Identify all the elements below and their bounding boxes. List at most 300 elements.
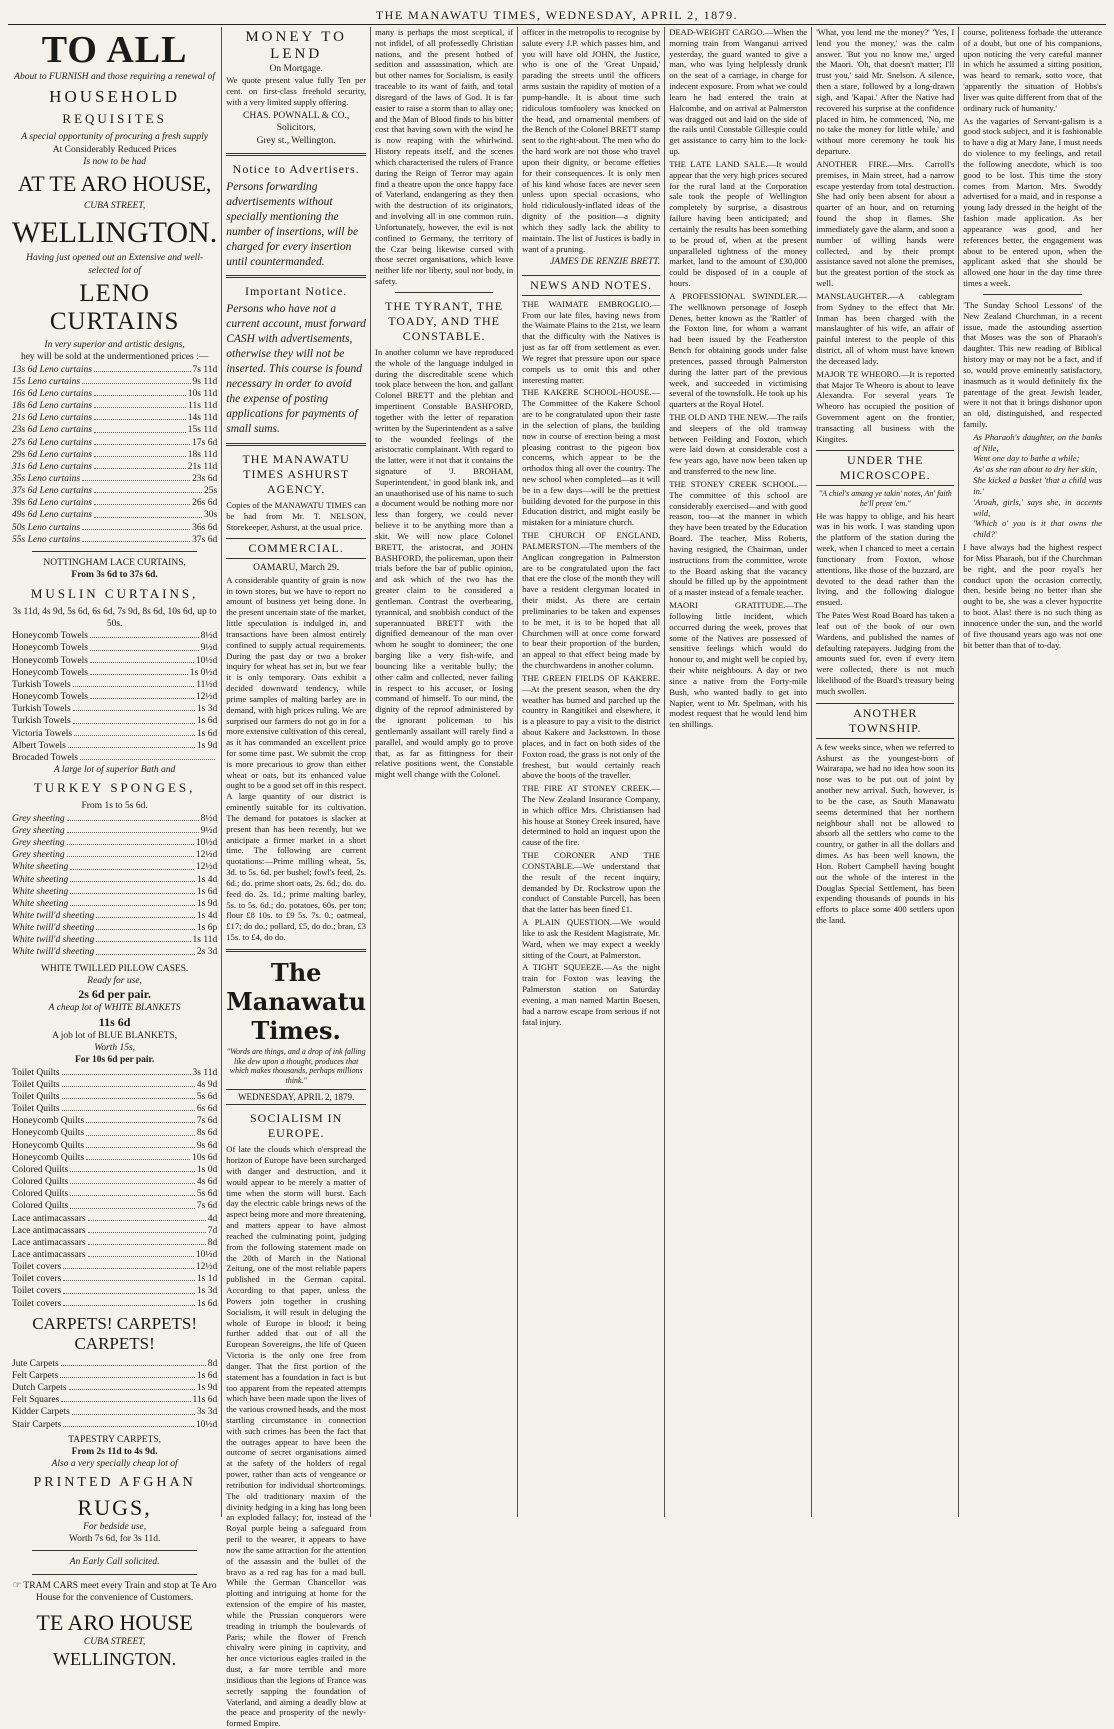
price-value: 12½d	[195, 1262, 218, 1273]
news-paragraph: THE LATE LAND SALE.—It would appear that the very high prices secured for the rural land at the Corporation sale took the people of Wellington completely by surprise, a disastrous failure having been anticipated; and certainly the results has been something to be proud of, when at the present unparalleled tightness of the money market, land to the amount of £30,000 could be disposed of in a couple of hours.	[669, 158, 808, 289]
price-item-label: White twill'd sheeting	[12, 947, 95, 958]
quilt-price-list	[12, 1067, 217, 1310]
paper-date: WEDNESDAY, APRIL 2, 1879.	[226, 1089, 366, 1105]
divider	[226, 949, 366, 952]
sheeting-price-row	[12, 813, 217, 825]
notice-text: Persons who have not a current account, must forward CASH with advertisements, otherwise they will not be inserted. This course is found necessary in order to avoid the expense of posting applications for payments of small sums.	[226, 303, 366, 435]
price-value: 3s 11d	[192, 1067, 218, 1078]
commercial-date: OAMARU, March 29.	[253, 563, 340, 574]
quilt-price-row	[12, 1140, 217, 1152]
price-value: 1s 6d	[196, 716, 218, 727]
dot-leader	[86, 1152, 190, 1160]
price-value: 21s 11d	[187, 461, 218, 472]
price-value: 9s 6d	[196, 1140, 218, 1151]
dot-leader	[63, 1285, 195, 1293]
curtain-price-row	[12, 461, 217, 473]
price-value: 1s 0½d	[189, 667, 218, 678]
verse-line: Went one day to bathe a while;	[973, 453, 1080, 464]
dot-leader	[70, 886, 195, 894]
dot-leader	[96, 910, 195, 918]
price-item-label: 21s 6d Leno curtains	[12, 413, 92, 424]
dot-leader	[94, 497, 190, 505]
price-value: 10s 6d	[192, 1152, 218, 1163]
township-heading: ANOTHER TOWNSHIP.	[816, 703, 954, 739]
price-value: 1s 0d	[196, 1164, 218, 1175]
divider	[983, 294, 1082, 295]
dot-leader	[73, 703, 195, 711]
quilt-price-row	[12, 1213, 217, 1225]
sheeting-price-row	[12, 934, 217, 946]
price-item-label: 31s 6d Leno curtains	[12, 461, 92, 472]
dot-leader	[70, 898, 195, 906]
price-value: 1s 1d	[196, 1274, 218, 1285]
divider	[32, 1550, 197, 1551]
carpet-price-row	[12, 1358, 217, 1370]
price-item-label: Felt Squares	[12, 1395, 60, 1406]
dot-leader	[82, 473, 190, 481]
column-7	[959, 27, 1106, 1517]
advertisers-heading: Notice to Advertisers.	[232, 161, 360, 176]
dot-leader	[90, 667, 188, 675]
column-6	[812, 27, 959, 1517]
sheeting-price-row	[12, 886, 217, 898]
price-item-label: Toilet covers	[12, 1274, 62, 1285]
quilt-price-row	[12, 1200, 217, 1212]
news-paragraph: THE CORONER AND THE CONSTABLE.—We understand that the result of the recent inquiry, demanded by Dr. Rockstrow upon the conduct of Constable Purcell, has been that the latter has been fined £1.	[522, 850, 661, 915]
price-item-label: White sheeting	[12, 898, 69, 909]
carpet-price-row	[12, 1419, 217, 1431]
dot-leader	[86, 1140, 195, 1148]
towel-price-row	[12, 667, 217, 679]
towel-price-row	[12, 752, 217, 764]
ad-early: An Early Call solicited.	[69, 1557, 160, 1568]
money-heading: MONEY TO LEND	[245, 29, 347, 62]
ad-tagline: About to FURNISH and those requiring a renewal of	[14, 72, 216, 82]
ad-tram: ☞ TRAM CARS meet every Train and stop at Te Aro House for the convenience of Customers.	[12, 1580, 217, 1604]
price-item-label: Toilet Quilts	[12, 1104, 60, 1115]
ad-tagline-2: A special opportunity of procuring a fresh supply	[21, 132, 208, 143]
dot-leader	[88, 1249, 194, 1257]
road-board-text: The Pates West Road Board has taken a leaf out of the book of our own Wardens, and published the names of defaulting ratepayers. Judging from the amounts sued for, even if every item were collected, there is not much likelihood of the Board's treasury being much swollen.	[816, 610, 955, 696]
money-text: We quote present value fully Ten per cent. on first-class freehold security, with a very limited supply offering.	[226, 75, 367, 107]
dot-leader	[60, 1370, 195, 1378]
ad-blue-tag: A job lot of BLUE BLANKETS,	[52, 1030, 178, 1041]
township-text: A few weeks since, when we referred to Ashurst as the youngest-born of Wairarapa, we had no idea how soon its nose was to be put out of joint by another new arrival. Such, however, is to be the case, as South Manawatu seems determined that her northern neighbour shall not be allowed to absorb all the settlers who come to the country, or gather in all the dollars and dimes. As has been well known, the Hon. Robert Campbell having bought out the whole of the interest in the Douglas Special Settlement, has been expending thousands of pounds in his efforts to place some 400 settlers upon the land.	[816, 741, 955, 925]
quilt-price-row	[12, 1298, 217, 1310]
sheeting-price-row	[12, 910, 217, 922]
money-firm-3: Grey st., Wellington.	[256, 135, 336, 146]
price-item-label: Albert Towels	[12, 740, 66, 751]
ad-tagline-4: In very superior and artistic designs,	[44, 339, 185, 350]
sheeting-price-row	[12, 922, 217, 934]
editorial-text: Of late the clouds which o'erspread the horizon of Europe have been surcharged with danger and destruction, and it would appear to be merely a matter of time when the storm will burst. Each day the electric cable brings news of the aspect being more and more threatening, and matters appear to have almost reached the culminating point, judging from the following statement made on the 20th of March in the National Zeitung, one of the most reliable papers published in the German capital. According to that paper, unless the Powers join together in crushing Socialism, it will result in deluging the whole of Europe in blood; it being further added that out of all the European Sovereigns, the life of Queen Victoria is the only one free from danger. That the first portion of the statement has a foundation in fact is but too apparent from the repeated attempts which have been made upon the lives of the various crowned heads, and the most startling circumstance in connection with such crimes has been the fact that the outrages appear to have been the outcome of secret organisations aimed at the safety of the holders of regal power, rather than acts of vengeance or retribution for individual shortcomings. The old traditionary maxim of the divinity hedging in a king has long been an exploded fallacy; for, instead of the Royal purple being a safeguard from peril to the wearer, it appears to have now the same attraction for the attention of the assassin and the bullet of the bravo as a red rag has for a mad bull. While the German Chancellor was plotting and intriguing at home for the extension of the empire of his master, while the Prussian conquerors were treading in triumph the boulevards of Paris; while the flower of French chivalry were pining in captivity, and her once victorious eagles trailed in the dust, a far more terrible and more insidious than the legions of France was secretly sapping the foundation of Vaterland, and aiming a deadly blow at the peace and prosperity of the newly-formed Empire.	[226, 1144, 367, 1729]
dot-leader	[82, 522, 190, 530]
ad-street: CUBA STREET,	[83, 201, 146, 212]
tyrant-signature: JAMES DE RENZIE BRETT.	[550, 257, 661, 268]
dot-leader	[96, 922, 195, 930]
price-value: 8s 6d	[196, 1128, 218, 1139]
price-value: 9s 11d	[192, 376, 218, 387]
price-item-label: 13s 6d Leno curtains	[12, 364, 92, 375]
price-item-label: Honeycomb Towels	[12, 692, 88, 703]
price-item-label: Toilet Quilts	[12, 1067, 60, 1078]
price-value: 17s 6d	[192, 437, 218, 448]
price-item-label: Victoria Towels	[12, 728, 73, 739]
dot-leader	[82, 534, 190, 542]
news-paragraph: THE CHURCH OF ENGLAND, PALMERSTON.—The members of the Anglican congregation in Palmerston are to be congratulated upon the fact that ere the close of the month they will have a resident clergyman located in their midst. As there are certain preliminaries to be taken and expenses to be met, it is to be hoped that all Churchmen will at once come forward to bear their proportion of the burden, an appeal to that effect being made by the churchwardens in another column.	[522, 530, 661, 671]
dot-leader	[82, 376, 190, 384]
towel-price-row	[12, 642, 217, 654]
dot-leader	[90, 655, 194, 663]
news-paragraph: THE STONEY CREEK SCHOOL.—The committee of this school are considerably exercised—and with good reason, too—at the manner in which they have been treated by the Education Board. The teacher, Miss Roberts, having resigned, the Chairman, under instructions from the committee, wrote to the Board asking that the vacancy should be filled up by the appointment of a master instead of a female teacher.	[669, 478, 808, 598]
ad-tapestry-price: From 2s 11d to 4s 9d.	[71, 1447, 158, 1458]
dot-leader	[94, 388, 186, 396]
price-value: 1s 3d	[196, 1286, 218, 1297]
running-head	[8, 6, 1106, 25]
divider	[395, 292, 493, 293]
divider	[32, 1574, 197, 1575]
ad-nottingham-price: From 3s 6d to 37s 6d.	[71, 570, 158, 581]
quilt-price-row	[12, 1103, 217, 1115]
sheeting-price-row	[12, 946, 217, 958]
price-item-label: Turkish Towels	[12, 716, 71, 727]
dot-leader	[63, 1419, 194, 1427]
price-item-label: 37s 6d Leno curtains	[12, 486, 92, 497]
price-value: 14s 11d	[187, 413, 218, 424]
dot-leader	[61, 1394, 190, 1402]
price-item-label: Turkish Towels	[12, 704, 71, 715]
ad-blue-price: For 10s 6d per pair.	[74, 1055, 155, 1066]
towel-price-row	[12, 703, 217, 715]
price-value: 1s 4d	[196, 874, 218, 885]
towel-price-list	[12, 630, 217, 764]
price-value: 8½d	[200, 813, 218, 824]
quilt-price-row	[12, 1079, 217, 1091]
price-value: 4d	[207, 1213, 218, 1224]
price-value: 12½d	[195, 850, 218, 861]
towel-price-row	[12, 740, 217, 752]
price-value: 1s 6p	[196, 923, 218, 934]
dot-leader	[94, 412, 186, 420]
verse-line: 'Aroah, girls,' says she, in accents wild,	[973, 496, 1102, 518]
ad-tagline-3: Having just opened out an Extensive and well-selected lot of	[26, 253, 204, 276]
dot-leader	[67, 849, 194, 857]
towel-price-row	[12, 691, 217, 703]
price-value: 1s 6d	[196, 886, 218, 897]
dot-leader	[96, 934, 190, 942]
price-item-label: White sheeting	[12, 886, 69, 897]
price-value: 1s 9d	[196, 740, 218, 751]
price-value: 1s 4d	[196, 910, 218, 921]
commercial-text: A considerable quantity of grain is now in town stores, but we have to report no amount of business yet being done. In the present uncertain state of the market, little speculation is indulged in, and transactions have been almost entirely confined to supply actual requirements. During the past day or two a broker inquiry for wheat has set in, but we fear it is only temporary. Oats exhibit a decided downward tendency, while prime samples of malting barley are in demand, with high prices ruling. We are surprised our farmers do not go in for a more extensive cultivation of this cereal, as it has commanded an excellent price for some time past. We submit the crop is more precarious to grow than either wheat or oats, but its enhanced value ought to be a good set off in this respect. A large quantity of our district is eminently suitable for its cultivation. The demand for potatoes is slacker at present than has been recently, but we anticipate a firmer market in a short time. The following are current quotations:—Prime milling wheat, 5s, 3d. to 5s. 6d. per bushel; fowl's feed, 2s. 6d.; do. prime short oats, 2s. 6d.; do. do. feed do. 2s. 1d.; prime malting barley, 5s. to 5s. 6d.; do. potatoes, 60s. per ton; flour £8 10s. to £9 5s. 7s. 0.; oatmeal, £17; do do.; pollard, £5, do do.; bran, £3 15s. to £4, do do.	[226, 574, 367, 943]
news-manslaughter: MANSLAUGHTER.—A cablegram from Sydney to the effect that Mr. Inman has been charged with the manslaughter of his wife, an affair of painful interest to the people of this district, all of whom must have known the deceased lady.	[816, 290, 955, 366]
quilt-price-row	[12, 1249, 217, 1261]
curtain-price-row	[12, 485, 217, 497]
price-value: 10½d	[195, 1419, 218, 1430]
ad-pillow-price: 2s 6d per pair.	[78, 987, 151, 1002]
price-value: 1s 6d	[196, 728, 218, 739]
curtain-price-row	[12, 412, 217, 424]
price-item-label: Lace antimacassars	[12, 1250, 86, 1260]
price-value: 7s 11d	[192, 364, 218, 375]
sheeting-price-row	[12, 825, 217, 837]
paper-motto: "Words are things, and a drop of ink falling like dew upon a thought, produces that which makes thousands, perhaps millions think."	[226, 1046, 366, 1085]
dot-leader	[94, 449, 186, 457]
price-item-label: Toilet Quilts	[12, 1079, 60, 1090]
dot-leader	[67, 825, 199, 833]
servant-anecdote: As the vagaries of Servant-galism is a good stock subject, and it is fashionable to have a dig at Mary Jane, I must needs do violence to my feelings, and retail the following anecdote, which is too good to be lost. This time the story comes from Marton. Mrs. Swoddy advertised for a maid, and in response a young lady dressed in the height of the fashion made application. As her appearance was good, and her references better, the engagement was about to be entered upon, when the applicant asked that she should be allowed one hour in the day time three times a week.	[963, 115, 1102, 289]
price-value: 15s 11d	[187, 425, 218, 436]
price-item-label: 50s Leno curtains	[12, 522, 81, 533]
dot-leader	[68, 740, 195, 748]
price-value: 1s 9d	[196, 1383, 218, 1394]
money-sub: On Mortgage.	[269, 64, 323, 74]
price-value: 2s 3d	[196, 947, 218, 958]
dot-leader	[67, 837, 194, 845]
price-item-label: Turkish Towels	[12, 679, 71, 690]
news-paragraph: THE FIRE AT STONEY CREEK.—The New Zealand Insurance Company, in which office Mrs. Christiansen had his house at Stoney Creek insured, have determined to hold an inquest upon the cause of the fire.	[522, 783, 661, 848]
price-value: 26s 6d	[192, 498, 218, 509]
divider	[32, 551, 197, 552]
price-value: 36s 6d	[192, 522, 218, 533]
ad-blanket-tag: A cheap lot of WHITE BLANKETS	[48, 1003, 181, 1014]
ad-heading-household: HOUSEHOLD	[49, 87, 181, 107]
dot-leader	[88, 1225, 206, 1233]
divider	[226, 275, 366, 278]
quilt-price-row	[12, 1176, 217, 1188]
news-paragraph: A PLAIN QUESTION.—We would like to ask the Resident Magistrate, Mr. Ward, when we may expect a weekly sitting of the Court, at Palmerston.	[522, 917, 661, 960]
price-item-label: Jute Carpets	[12, 1358, 59, 1369]
towel-price-row	[12, 679, 217, 691]
price-item-label: Honeycomb Towels	[12, 655, 88, 666]
dot-leader	[63, 1298, 195, 1306]
towel-price-row	[12, 630, 217, 642]
price-value: 3s 3d	[196, 1407, 218, 1418]
ad-shop: AT TE ARO HOUSE,	[17, 171, 212, 197]
ad-pillow-ready: Ready for use,	[87, 975, 142, 986]
dot-leader	[62, 1079, 195, 1087]
news-paragraph: A PROFESSIONAL SWINDLER.—The wellknown personage of Joseph Denes, better known as the 'Rattler' of the Foxton line, for whom a warrant had been issued by the Featherston Bench for obtaining goods under false pretences, passed through Palmerston during the latter part of the previous week, and succeeded in victimising several of the townsfolk. He took up his quarters at the Royal Hotel.	[669, 290, 808, 410]
sheeting-price-list	[12, 813, 217, 959]
dot-leader	[70, 1200, 195, 1208]
price-item-label: Grey sheeting	[12, 825, 65, 836]
quilt-price-row	[12, 1091, 217, 1103]
curtain-price-row	[12, 424, 217, 436]
news-list-2	[669, 159, 807, 730]
price-item-label: 35s Leno curtains	[12, 474, 81, 484]
price-item-label: Colored Quilts	[12, 1201, 69, 1212]
verse-line: 'Which o' you is it that owns the child?'	[973, 518, 1102, 540]
ad-title: TO ALL	[41, 29, 188, 71]
price-item-label: 27s 6d Leno curtains	[12, 437, 92, 448]
pharaoh-verse	[963, 432, 1102, 540]
dot-leader	[94, 461, 186, 469]
price-item-label: Lace antimacassars	[12, 1237, 86, 1248]
sheeting-price-row	[12, 898, 217, 910]
price-item-label: Colored Quilts	[12, 1177, 69, 1188]
price-value: 12½d	[195, 862, 218, 873]
price-item-label: Toilet covers	[12, 1298, 62, 1309]
news-te-wheoro: MAJOR TE WHEORO.—It is reported that Major Te Wheoro is about to leave Alexandra. For several years Te Wheoro has occupied the position of Government agent on the frontier, transacting all business with the Kingites.	[816, 368, 955, 444]
column-4	[518, 27, 665, 1517]
dot-leader	[94, 437, 190, 445]
price-value: 7d	[207, 1225, 218, 1236]
quilt-price-row	[12, 1067, 217, 1079]
ad-bottom-city: WELLINGTON.	[53, 1648, 177, 1669]
price-item-label: Grey sheeting	[12, 850, 65, 861]
price-value: 8d	[207, 1358, 218, 1369]
news-paragraph: A TIGHT SQUEEZE.—As the night train for Foxton was leaving the Palmerston station on Saturday evening, a man named Martin Boesen, had a narrow escape from serious if not fatal injury.	[522, 962, 661, 1027]
towel-price-row	[12, 715, 217, 727]
editorial-continued: many is perhaps the most sceptical, if not infidel, of all professedly Christian nations, and the present hotbed of sedition and assassination, which are but other names for Socialism, is easily traceable to its want of faith, and total disregard of the laws of God. It is far easier to raise a storm than to allay one; and the Man of Blood finds to his bitter cost that having sown with the wind he is now reaping with the whirlwind. History repeats itself, and the scenes which characterised the rulers of France during the Reign of Terror may again find a theatre upon the once happy face of Vaterland, endangering as they then with the destruction of its originators, and involving all in one common ruin. Unfortunately, however, the evil is not confined to Germany, the territory of the Czar being likewise cursed with those secret organisations, which leave neither life nor liberty, soul nor body, in safety.	[375, 27, 514, 287]
scandal-text: I have always had the highest respect for Miss Pharaoh, but if the Churchman be right, and the poor royal's her conduct upon the occasion correctly, then, beside being no better than she ought to be, she was a clever hypocrite to boot. Alas! there is no such thing as innocence under the sun, and the world of five thousand years ago was not one bit better than that of to-day.	[963, 542, 1102, 650]
money-firm: CHAS. POWNALL & CO.,	[243, 110, 350, 121]
dot-leader	[70, 861, 194, 869]
ad-carpets: CARPETS! CARPETS! CARPETS!	[32, 1313, 198, 1353]
curtain-price-list	[12, 364, 217, 546]
tyrant-continued: officer in the metropolis to recognise by salute every J.P. which passes him, and you will have old JOHN, the Justice, who is one of the 'Great Unpaid,' parading the streets until the officers arms sustain the rapidity of motion of a pump-handle. It is about time such ridiculous tomfoolery was knocked on the head, and ornamental members of the Bench of the Colonel BRETT stamp sent to the right-about. The men who do the hard work are not those who travel upon their dignity, or become effeties for their consequences. It is only men of his kind whose faces are never seen unless upon special occasions, who hold ridiculously-inflated ideas of the dignity of the position—a dignity which they sadly lack the ability to maintain. The list of Justices is badly in want of a pruning.	[522, 27, 661, 254]
carpet-price-list	[12, 1358, 217, 1431]
dot-leader	[63, 1261, 194, 1269]
curtain-price-row	[12, 388, 217, 400]
verse-line: She kicked a basket 'that a child was in.'	[973, 475, 1102, 496]
price-value: 11s 11d	[188, 401, 218, 412]
price-item-label: Honeycomb Towels	[12, 631, 88, 642]
news-paragraph: THE OLD AND THE NEW.—The rails and sleepers of the old tramway between Feilding and Foxton, which were laid down at considerable cost a few years ago, have now been taken up and transferred to the new line.	[669, 411, 808, 477]
price-value: 10½d	[195, 655, 218, 666]
dot-leader	[86, 1127, 195, 1135]
ad-nottingham: NOTTINGHAM LACE CURTAINS,	[43, 557, 186, 568]
price-value: 8d	[207, 1237, 218, 1248]
price-value: 1s 6d	[196, 1298, 218, 1309]
price-value: 4s 6d	[196, 1177, 218, 1188]
curtain-price-row	[12, 376, 217, 388]
dot-leader	[94, 509, 202, 517]
price-value: 18s 11d	[187, 449, 218, 460]
carpet-price-row	[12, 1382, 217, 1394]
price-item-label: Toilet covers	[12, 1262, 62, 1273]
dot-leader	[74, 728, 195, 736]
carpet-price-row	[12, 1406, 217, 1418]
price-item-label: Lace antimacassars	[12, 1213, 86, 1224]
price-value: 12½d	[195, 692, 218, 703]
curtain-price-row	[12, 497, 217, 509]
price-value: 6s 6d	[196, 1104, 218, 1115]
price-item-label: Toilet covers	[12, 1286, 62, 1297]
dot-leader	[70, 1164, 195, 1172]
price-value: 7s 6d	[196, 1116, 218, 1127]
dot-leader	[72, 1406, 195, 1414]
ad-muslin: MUSLIN CURTAINS,	[30, 585, 199, 601]
price-item-label: Stair Carpets	[12, 1419, 62, 1430]
dot-leader	[90, 630, 199, 638]
dot-leader	[96, 946, 195, 954]
price-item-label: 15s Leno curtains	[12, 376, 81, 387]
price-item-label: Honeycomb Towels	[12, 643, 88, 654]
price-item-label: Colored Quilts	[12, 1189, 69, 1200]
quilt-price-row	[12, 1261, 217, 1273]
columns	[8, 27, 1106, 1729]
dot-leader	[70, 874, 195, 882]
column-3	[371, 27, 518, 1517]
ad-sponge-tag: A large lot of superior Bath and	[53, 765, 176, 776]
quilt-price-row	[12, 1285, 217, 1297]
dot-leader	[80, 752, 215, 760]
ad-rugs: RUGS,	[77, 1494, 152, 1520]
price-value: 11½d	[196, 679, 218, 690]
ad-sponge-price: From 1s to 5s 6d.	[81, 801, 148, 812]
price-item-label: Honeycomb Quilts	[12, 1152, 85, 1163]
price-item-label: 55s Leno curtains	[12, 534, 81, 545]
price-item-label: White sheeting	[12, 862, 69, 873]
ad-afghan-tag: Also a very specially cheap lot of	[51, 1459, 178, 1470]
quilt-price-row	[12, 1225, 217, 1237]
quilt-price-row	[12, 1237, 217, 1249]
price-item-label: White twill'd sheeting	[12, 910, 95, 921]
price-value: 9½d	[200, 825, 218, 836]
pharaoh-text: 'The Sunday School Lessons' of the New Zealand Churchman, in a recent issue, made the astounding assertion that Moses was the son of Pharaoh's daughter. This new reading of Biblical history may or may not be a fact, and if so, would prove eminently satisfactory, inasmuch as it would definitely fix the parentage of the great Jewish leader, were it not that it brings dishonor upon an old, distinguished, and respected family.	[963, 299, 1102, 429]
price-item-label: Kidder Carpets	[12, 1407, 70, 1418]
ad-heading-requisites: REQUISITES	[62, 111, 167, 127]
dot-leader	[73, 715, 195, 723]
towel-price-row	[12, 655, 217, 667]
price-item-label: 39s 6d Leno curtains	[12, 498, 92, 509]
ad-blue-worth: Worth 15s,	[94, 1042, 136, 1053]
price-item-label: Dutch Carpets	[12, 1383, 67, 1394]
news-paragraph: MAORI GRATITUDE.—The following little incident, which occurred during the week, proves that some of the Natives are possessed of sensitive feelings which would do honour to, and might well be copied by, their white neighbours. A day or two since a native from the Forty-mile Bush, who wanted badly to get into Napier, went to Mr. Spelman, with his modest request that he would lend him ten shillings.	[669, 600, 808, 730]
dot-leader	[67, 813, 199, 821]
dot-leader	[90, 642, 199, 650]
price-item-label: Grey sheeting	[12, 813, 65, 824]
price-value: 1s 6d	[196, 1370, 218, 1381]
ad-tagline-5: hey will be sold at the undermentioned prices :—	[20, 352, 209, 363]
verse-line: As Pharaoh's daughter, on the banks of Nile,	[973, 431, 1102, 453]
column-1-te-aro-advert	[8, 27, 222, 1669]
ad-sponges: TURKEY SPONGES,	[33, 780, 196, 796]
dot-leader	[70, 1176, 195, 1184]
news-heading: NEWS AND NOTES.	[522, 275, 660, 296]
microscope-text: He was happy to oblige, and his heart was in his work. I was standing upon the platform of the station during the week, when I chanced to meet a certain functionary from Foxton, whose attentions, like those of the buzzard, are devoted to the dead rather than the living, and the following dialogue ensued.	[816, 510, 955, 608]
towel-price-row	[12, 728, 217, 740]
money-firm-2: Solicitors,	[276, 123, 316, 134]
curtain-price-row	[12, 437, 217, 449]
dot-leader	[94, 364, 191, 372]
price-value: 37s 6d	[192, 534, 218, 545]
quilt-price-row	[12, 1273, 217, 1285]
notice-heading: Important Notice.	[245, 284, 348, 299]
price-item-label: 18s 6d Leno curtains	[12, 401, 92, 412]
news-paragraph: THE KAKERE SCHOOL-HOUSE.—The Committee of the Kakere School are to be congratulated upon their taste in the selection of plans, the building now in course of erection being a most pleasing contrast to the pigeon box concerns, which appear to be the orthodox thing all over the country. The new school when completed—as it will be in a few days—will be the prettiest building devoted for the purpose in this Education district, and might easily be mistaken for a miniature church.	[522, 387, 661, 528]
price-value: 1s 3d	[196, 704, 218, 715]
sheeting-price-row	[12, 837, 217, 849]
price-item-label: White twill'd sheeting	[12, 935, 95, 946]
curtain-price-row	[12, 534, 217, 546]
divider	[226, 443, 366, 446]
price-value: 10½d	[195, 838, 218, 849]
dot-leader	[94, 424, 186, 432]
news-paragraph: THE WAIMATE EMBROGLIO.—From our late files, having news from the Waimate Plains to the 21st, we learn that the difficulty with the Natives is just as far off from settlement as ever. We regret that pressure upon our space compels us to omit this and other interesting matter.	[522, 298, 661, 385]
ad-bottom-shop: TE ARO HOUSE	[36, 1610, 193, 1636]
quilt-price-row	[12, 1127, 217, 1139]
news-paragraph: THE GREEN FIELDS OF KAKERE.—At the present season, when the dry weather has burned and parched up the country in Rangitikei and elsewhere, it is a pleasure to pay a visit to the district about Kakere and Jacksttown. In those places, and in fact on both sides of the Foxton road, the grass is not only of the freshest, but would certainly reach above the boots of the traveller.	[522, 672, 661, 781]
price-value: 1s 11d	[192, 935, 218, 946]
news-another-fire: ANOTHER FIRE.—Mrs. Carroll's premises, in Main street, had a narrow escape yesterday from total destruction. She had only been absent for about a quarter of an hour, and on returning found the shop in flames. She immediately gave the alarm, and soon a number of willing hands were collected, and by their prompt assistance saved not alone the premises, but the greatest portion of the stock as well.	[816, 158, 955, 289]
price-value: 23s 6d	[192, 474, 218, 484]
price-item-label: Grey sheeting	[12, 838, 65, 849]
price-value: 30s	[204, 510, 218, 521]
price-value: 11s 6d	[192, 1395, 218, 1406]
editorial-heading: SOCIALISM IN EUROPE.	[249, 1111, 343, 1141]
